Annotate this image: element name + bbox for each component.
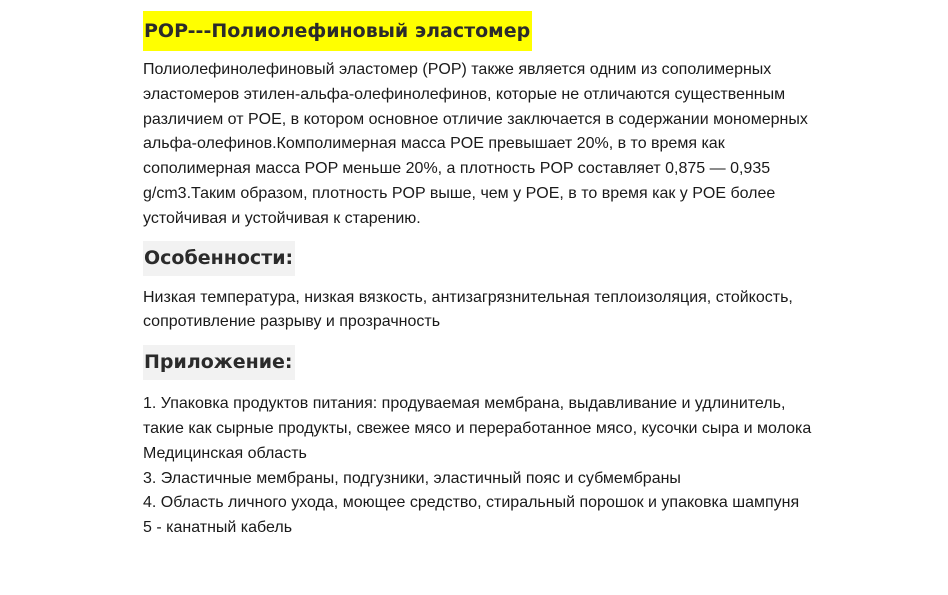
features-section xyxy=(143,241,823,276)
features-heading: Особенности: xyxy=(143,241,295,276)
list-item: 1. Упаковка продуктов питания: продуваемая мембрана, выдавливание и удлинитель, такие как сырные продукты, свежее мясо и переработанное мясо, кусочки сыра и молока xyxy=(143,395,812,437)
list-item: 3. Эластичные мембраны, подгузники, эластичный пояс и субмембраны xyxy=(143,469,681,487)
page-title: POP---Полиолефиновый эластомер xyxy=(143,11,532,51)
article xyxy=(143,11,823,541)
list-item: 5 - канатный кабель xyxy=(143,519,293,537)
applications-section xyxy=(143,345,823,380)
intro-paragraph: Полиолефинолефиновый эластомер (POP) также является одним из сополимерных эластомеров этилен-альфа-олефинолефинов, которые не отличаются существенным различием от POE, в котором основное отличие заключается в содержании мономерных альфа-олефинов.Комполимерная масса POE превышает 20%, в то время как сополимерная масса POP меньше 20%, а плотность POP составляет 0,875 — 0,935 g/cm3.Таким образом, плотность POP выше, чем у POE, в то время как у POE более устойчивая и устойчивая к старению. xyxy=(143,61,808,227)
list-item: Медицинская область xyxy=(143,444,307,462)
applications-heading: Приложение: xyxy=(143,345,295,380)
list-item: 4. Область личного ухода, моющее средство, стиральный порошок и упаковка шампуня xyxy=(143,494,800,512)
features-paragraph: Низкая температура, низкая вязкость, антизагрязнительная теплоизоляция, стойкость, сопротивление разрыву и прозрачность xyxy=(143,288,793,331)
applications-list xyxy=(143,392,823,541)
